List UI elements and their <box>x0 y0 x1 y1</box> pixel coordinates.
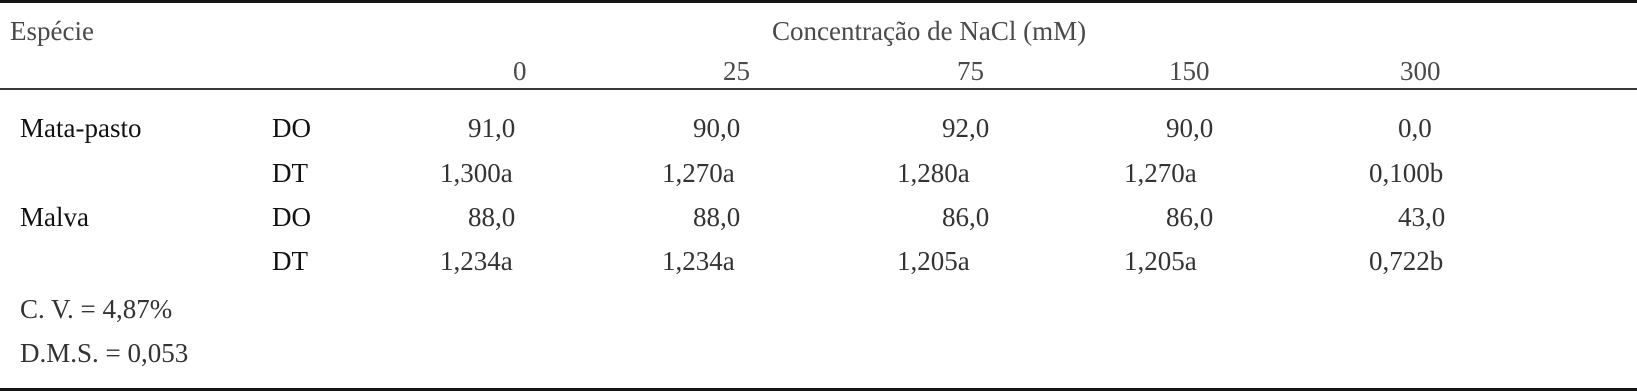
table-cell: 0,0 <box>1398 113 1432 143</box>
table-cell: 0,722b <box>1369 246 1444 276</box>
header-rule <box>0 88 1637 90</box>
table-cell: 1,270a <box>1124 158 1197 188</box>
species-name: Mata-pasto <box>20 113 142 143</box>
table-cell: 1,280a <box>897 158 970 188</box>
concentration-25: 25 <box>723 56 750 86</box>
table-cell: 1,270a <box>662 158 735 188</box>
coefficient-of-variation: C. V. = 4,87% <box>20 294 173 324</box>
table-cell: 1,205a <box>1124 246 1197 276</box>
table-cell: 1,234a <box>440 246 513 276</box>
minimum-significant-difference: D.M.S. = 0,053 <box>20 338 189 368</box>
measure-label: DO <box>272 202 311 232</box>
table-cell: 0,100b <box>1369 158 1444 188</box>
concentration-75: 75 <box>957 56 984 86</box>
concentration-header: Concentração de NaCl (mM) <box>772 16 1087 46</box>
concentration-300: 300 <box>1400 56 1441 86</box>
top-rule <box>0 0 1637 3</box>
table-cell: 88,0 <box>693 202 741 232</box>
measure-label: DT <box>272 158 308 188</box>
species-header: Espécie <box>10 16 94 46</box>
table-cell: 90,0 <box>693 113 741 143</box>
table-cell: 1,234a <box>662 246 735 276</box>
table-cell: 86,0 <box>942 202 990 232</box>
species-name: Malva <box>20 202 89 232</box>
table-cell: 88,0 <box>468 202 516 232</box>
measure-label: DT <box>272 246 308 276</box>
table-cell: 86,0 <box>1166 202 1214 232</box>
table-cell: 90,0 <box>1166 113 1214 143</box>
concentration-150: 150 <box>1169 56 1210 86</box>
measure-label: DO <box>272 113 311 143</box>
table-cell: 92,0 <box>942 113 990 143</box>
table-cell: 91,0 <box>468 113 516 143</box>
concentration-0: 0 <box>513 56 527 86</box>
table-cell: 43,0 <box>1398 202 1446 232</box>
table-cell: 1,300a <box>440 158 513 188</box>
table-cell: 1,205a <box>897 246 970 276</box>
